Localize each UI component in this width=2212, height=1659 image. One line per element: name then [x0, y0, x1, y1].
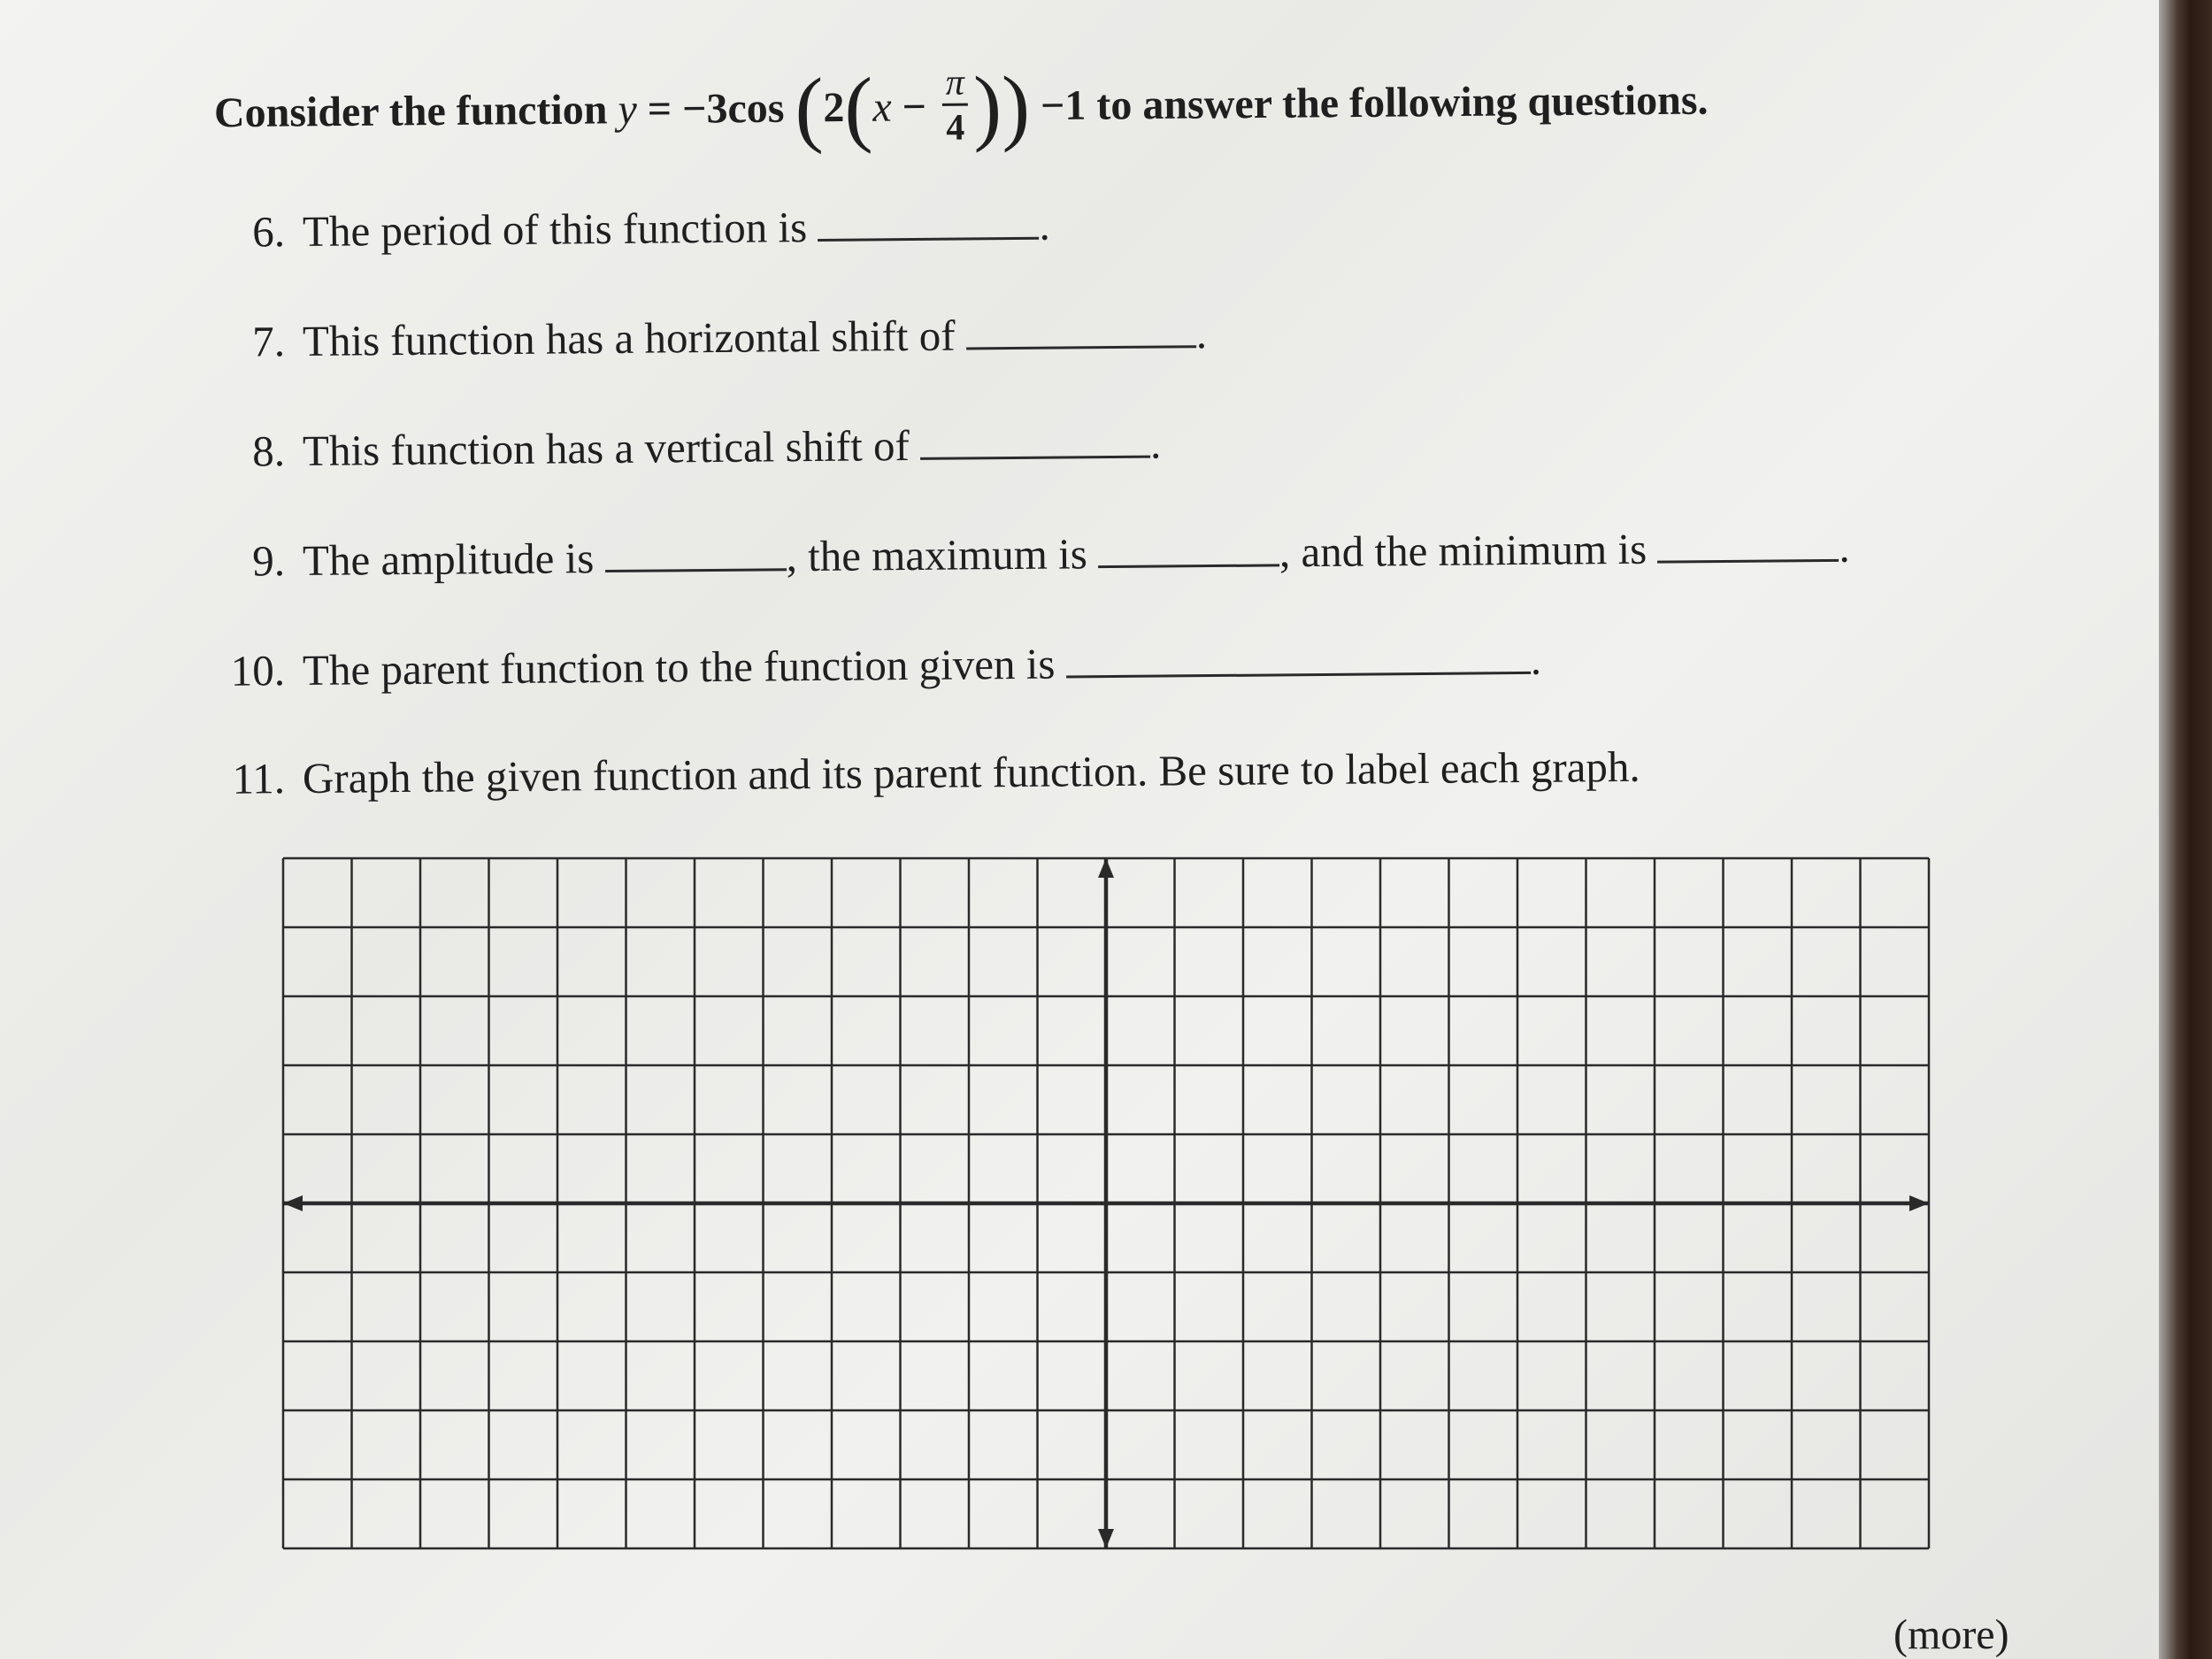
open-paren-inner: ( [843, 59, 873, 155]
y-axis-bottom-arrow [1098, 1529, 1114, 1548]
question-number: 8. [252, 426, 286, 476]
question-end: . [1039, 200, 1050, 250]
header-x: x [872, 83, 892, 131]
answer-blank[interactable] [818, 198, 1039, 242]
minimum-blank[interactable] [1657, 520, 1839, 564]
pi-over-four-fraction [942, 63, 969, 151]
open-paren-outer: ( [794, 59, 824, 156]
graph-area[interactable] [265, 849, 1947, 1557]
question-number: 9. [252, 536, 286, 586]
question-8 [204, 417, 1162, 477]
question-text: This function has a horizontal shift of [302, 311, 967, 366]
question-end: . [1839, 522, 1850, 572]
header-prefix: Consider the function [213, 86, 618, 137]
question-text-amplitude: The amplitude is [302, 534, 605, 586]
graph-grid[interactable] [265, 849, 1947, 1557]
header-suffix: −1 to answer the following questions. [1029, 76, 1709, 130]
close-parens: )) [972, 58, 1031, 154]
question-end: . [1195, 309, 1208, 358]
question-text: Graph the given function and its parent function. Be sure to label each graph. [302, 741, 1640, 803]
question-end: . [1149, 419, 1162, 468]
x-axis-left-arrow [283, 1195, 303, 1211]
fraction-denominator: 4 [946, 107, 965, 149]
answer-blank[interactable] [1065, 633, 1530, 679]
question-number: 10. [230, 646, 286, 695]
question-number: 11. [232, 754, 286, 803]
amplitude-blank[interactable] [604, 529, 786, 572]
y-axis-top-arrow [1098, 858, 1114, 878]
question-text: This function has a vertical shift of [302, 420, 921, 476]
header-y: y [618, 86, 637, 134]
header-inner-coef: 2 [823, 84, 845, 132]
question-text: The period of this function is [302, 202, 818, 257]
question-6 [204, 198, 1050, 257]
header-minus: − [891, 83, 938, 131]
question-7 [204, 306, 1208, 367]
question-number: 6. [252, 207, 286, 257]
question-number: 7. [252, 317, 286, 366]
header-eq: = −3cos [636, 84, 795, 134]
question-end: . [1530, 634, 1542, 684]
question-text-maximum: , the maximum is [786, 529, 1099, 581]
table-edge [2159, 0, 2212, 1659]
answer-blank[interactable] [920, 417, 1150, 460]
question-text-minimum: , and the minimum is [1279, 524, 1658, 577]
x-axis-right-arrow [1909, 1195, 1929, 1211]
more-indicator: (more) [1893, 1611, 2009, 1658]
problem-header [214, 52, 2117, 166]
answer-blank[interactable] [966, 306, 1196, 349]
fraction-numerator: π [942, 63, 968, 106]
question-text: The parent function to the function given is [302, 639, 1066, 695]
maximum-blank[interactable] [1098, 525, 1279, 568]
